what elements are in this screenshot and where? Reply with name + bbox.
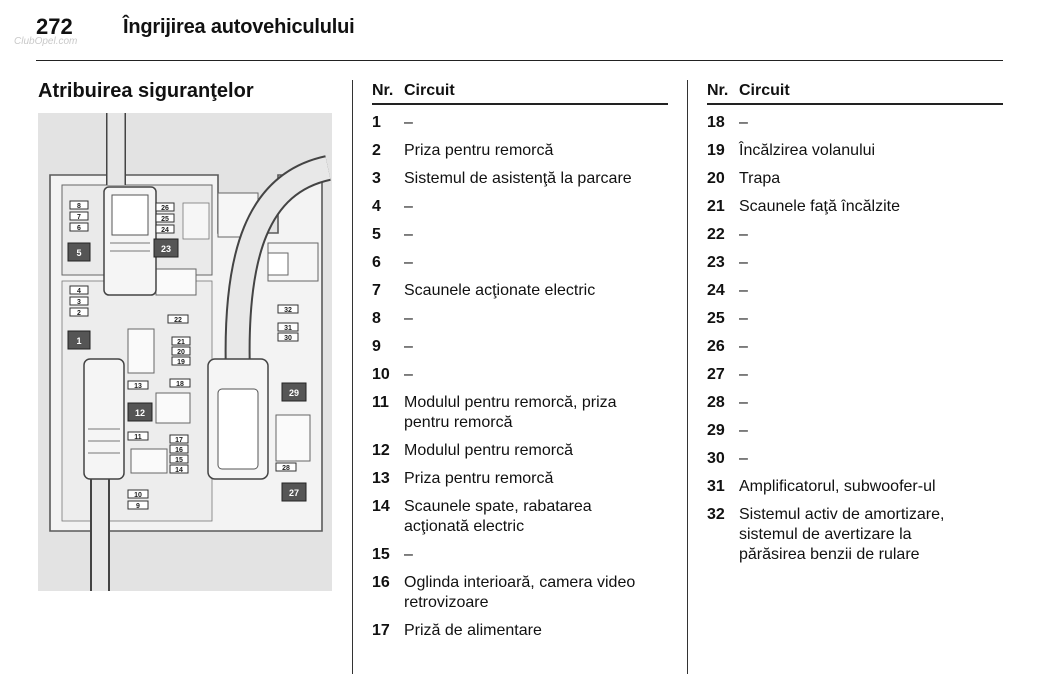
fuse-label: 22 (174, 317, 182, 324)
table-row (372, 461, 668, 489)
fuse-table-left (372, 82, 668, 641)
circuit-line: pentru remorcă (404, 414, 513, 431)
table-row (372, 489, 668, 537)
fuse-circuit (739, 393, 1003, 413)
fuse-circuit (404, 573, 668, 613)
fuse-label: 5 (76, 248, 82, 258)
table-row (707, 217, 1003, 245)
fuse-number: 11 (372, 394, 389, 411)
fuse-label: 26 (161, 205, 169, 212)
table-row (372, 433, 668, 461)
fuse-circuit (404, 441, 668, 461)
fuse-circuit (739, 281, 1003, 301)
fuse-label: 27 (288, 488, 300, 498)
circuit-line: Priza pentru remorcă (404, 470, 554, 487)
table-row (707, 441, 1003, 469)
fuse-label: 6 (77, 225, 81, 232)
fuse-circuit (404, 309, 668, 329)
table-row (372, 245, 668, 273)
circuit-line: Sistemul activ de amortizare, (739, 506, 945, 523)
header-circuit: Circuit (404, 82, 455, 99)
circuit-line: Scaunele acţionate electric (404, 282, 596, 299)
fuse-label: 14 (175, 467, 183, 474)
fuse-number: 5 (372, 226, 381, 243)
fuse-circuit (404, 365, 668, 385)
fuse-circuit (404, 225, 668, 245)
header-nr: Nr. (372, 82, 394, 99)
fuse-circuit (404, 197, 668, 217)
fuse-number: 20 (707, 170, 725, 187)
circuit-line: Scaunele faţă încălzite (739, 198, 900, 215)
fuse-label: 1 (76, 336, 82, 346)
fuse-number: 23 (707, 254, 725, 271)
fuse-circuit (739, 449, 1003, 469)
fuse-label: 20 (177, 349, 185, 356)
table-row (372, 329, 668, 357)
circuit-line: – (739, 282, 748, 299)
header-rule (36, 60, 1003, 61)
circuit-line: Amplificatorul, subwoofer-ul (739, 478, 936, 495)
circuit-line: – (404, 366, 413, 383)
fuse-circuit (404, 497, 668, 537)
fuse-circuit (739, 365, 1003, 385)
circuit-line: Priză de alimentare (404, 622, 542, 639)
fuse-circuit (739, 113, 1003, 133)
table-header (707, 82, 1003, 105)
circuit-line: Modulul pentru remorcă (404, 442, 573, 459)
page-title: Îngrijirea autovehiculului (123, 16, 355, 38)
circuit-line: – (739, 254, 748, 271)
fuse-box-diagram (38, 113, 332, 591)
circuit-line: Trapa (739, 170, 781, 187)
fuse-number: 17 (372, 622, 390, 639)
fuse-circuit (739, 253, 1003, 273)
table-row (372, 565, 668, 613)
fuse-number: 13 (372, 470, 390, 487)
circuit-line: Priza pentru remorcă (404, 142, 554, 159)
fuse-list (372, 105, 668, 641)
fuse-number: 24 (707, 282, 725, 299)
fuse-number: 31 (707, 478, 725, 495)
table-row (707, 301, 1003, 329)
fuse-circuit (739, 421, 1003, 441)
fuse-number: 12 (372, 442, 390, 459)
fuse-circuit (404, 281, 668, 301)
table-row (707, 133, 1003, 161)
fuse-number: 3 (372, 170, 381, 187)
table-row (372, 357, 668, 385)
fuse-number: 32 (707, 506, 725, 523)
column-divider (687, 80, 688, 674)
table-row (372, 161, 668, 189)
circuit-line: sistemul de avertizare la (739, 526, 912, 543)
circuit-line: acţionată electric (404, 518, 525, 535)
fuse-label: 32 (284, 307, 292, 314)
circuit-line: – (739, 422, 748, 439)
fuse-number: 19 (707, 142, 725, 159)
circuit-line: Oglinda interioară, camera video (404, 574, 636, 591)
fuse-circuit (404, 169, 668, 189)
fuse-label: 29 (288, 388, 300, 398)
table-row (707, 161, 1003, 189)
table-row (707, 413, 1003, 441)
circuit-line: retrovizoare (404, 594, 489, 611)
fuse-number: 6 (372, 254, 381, 271)
fuse-label: 23 (160, 244, 172, 254)
fuse-circuit (404, 545, 668, 565)
circuit-line: părăsirea benzii de rulare (739, 546, 920, 563)
fuse-number: 30 (707, 450, 725, 467)
fuse-circuit (739, 337, 1003, 357)
fuse-circuit (739, 225, 1003, 245)
fuse-label: 31 (284, 325, 292, 332)
table-header (372, 82, 668, 105)
circuit-line: – (739, 226, 748, 243)
fuse-circuit (739, 477, 1003, 497)
table-row (372, 385, 668, 433)
fuse-label: 7 (77, 214, 81, 221)
fuse-number: 18 (707, 114, 725, 131)
circuit-line: – (739, 366, 748, 383)
fuse-label: 11 (134, 434, 142, 441)
fuse-label: 18 (176, 381, 184, 388)
fuse-number: 8 (372, 310, 381, 327)
table-row (372, 537, 668, 565)
circuit-line: Scaunele spate, rabatarea (404, 498, 592, 515)
fuse-circuit (404, 337, 668, 357)
fuse-number: 10 (372, 366, 390, 383)
fuse-label: 30 (284, 335, 292, 342)
watermark: ClubOpel.com (14, 36, 78, 47)
fuse-number: 29 (707, 422, 725, 439)
table-row (707, 189, 1003, 217)
fuse-number: 1 (372, 114, 381, 131)
section-title: Atribuirea siguranţelor (38, 80, 254, 102)
fuse-circuit (404, 253, 668, 273)
page-number: 272 (36, 14, 73, 39)
fuse-label: 25 (161, 216, 169, 223)
fuse-circuit (739, 141, 1003, 161)
fuse-label: 12 (134, 408, 146, 418)
circuit-line: – (739, 114, 748, 131)
table-row (707, 497, 1003, 565)
circuit-line: – (739, 310, 748, 327)
fuse-label: 24 (161, 227, 169, 234)
fuse-circuit (404, 621, 668, 641)
fuse-number: 7 (372, 282, 381, 299)
fuse-label: 13 (134, 383, 142, 390)
fuse-label: 28 (282, 465, 290, 472)
circuit-line: – (404, 310, 413, 327)
fuse-label: 8 (77, 203, 81, 210)
circuit-line: – (404, 226, 413, 243)
circuit-line: – (404, 338, 413, 355)
fuse-label: 19 (177, 359, 185, 366)
table-row (372, 105, 668, 133)
header-circuit: Circuit (739, 82, 790, 99)
fuse-label: 17 (175, 437, 183, 444)
fuse-circuit (404, 393, 668, 433)
fuse-number: 21 (707, 198, 725, 215)
circuit-line: – (404, 114, 413, 131)
circuit-line: – (739, 450, 748, 467)
fuse-list (707, 105, 1003, 565)
table-row (372, 613, 668, 641)
circuit-line: – (404, 546, 413, 563)
fuse-circuit (739, 169, 1003, 189)
fuse-number: 2 (372, 142, 381, 159)
fuse-number: 9 (372, 338, 381, 355)
table-row (372, 217, 668, 245)
circuit-line: Sistemul de asistenţă la parcare (404, 170, 632, 187)
fuse-number: 22 (707, 226, 725, 243)
table-row (707, 273, 1003, 301)
table-row (707, 469, 1003, 497)
table-row (707, 357, 1003, 385)
fuse-number: 16 (372, 574, 390, 591)
table-row (707, 105, 1003, 133)
circuit-line: Modulul pentru remorcă, priza (404, 394, 617, 411)
header-nr: Nr. (707, 82, 729, 99)
fuse-label: 16 (175, 447, 183, 454)
fuse-circuit (404, 113, 668, 133)
fuse-label: 10 (134, 492, 142, 499)
circuit-line: Încălzirea volanului (739, 142, 876, 159)
fuse-circuit (739, 309, 1003, 329)
fuse-circuit (404, 469, 668, 489)
fuse-circuit (404, 141, 668, 161)
circuit-line: – (404, 254, 413, 271)
table-row (372, 133, 668, 161)
fuse-label: 9 (136, 503, 140, 510)
fuse-label: 2 (77, 310, 81, 317)
fuse-label: 4 (77, 288, 81, 295)
fuse-number: 28 (707, 394, 725, 411)
circuit-line: – (404, 198, 413, 215)
fuse-label: 3 (77, 299, 81, 306)
table-row (707, 385, 1003, 413)
fuse-number: 25 (707, 310, 725, 327)
table-row (372, 301, 668, 329)
fuse-number: 15 (372, 546, 390, 563)
fuse-number: 4 (372, 198, 381, 215)
fuse-circuit (739, 505, 1003, 565)
table-row (372, 189, 668, 217)
circuit-line: – (739, 394, 748, 411)
fuse-number: 27 (707, 366, 725, 383)
fuse-table-right (707, 82, 1003, 565)
fuse-label: 21 (177, 339, 185, 346)
table-row (707, 245, 1003, 273)
table-row (707, 329, 1003, 357)
column-divider (352, 80, 353, 674)
circuit-line: – (739, 338, 748, 355)
fuse-circuit (739, 197, 1003, 217)
table-row (372, 273, 668, 301)
fuse-number: 26 (707, 338, 725, 355)
fuse-label: 15 (175, 457, 183, 464)
fuse-number: 14 (372, 498, 390, 515)
